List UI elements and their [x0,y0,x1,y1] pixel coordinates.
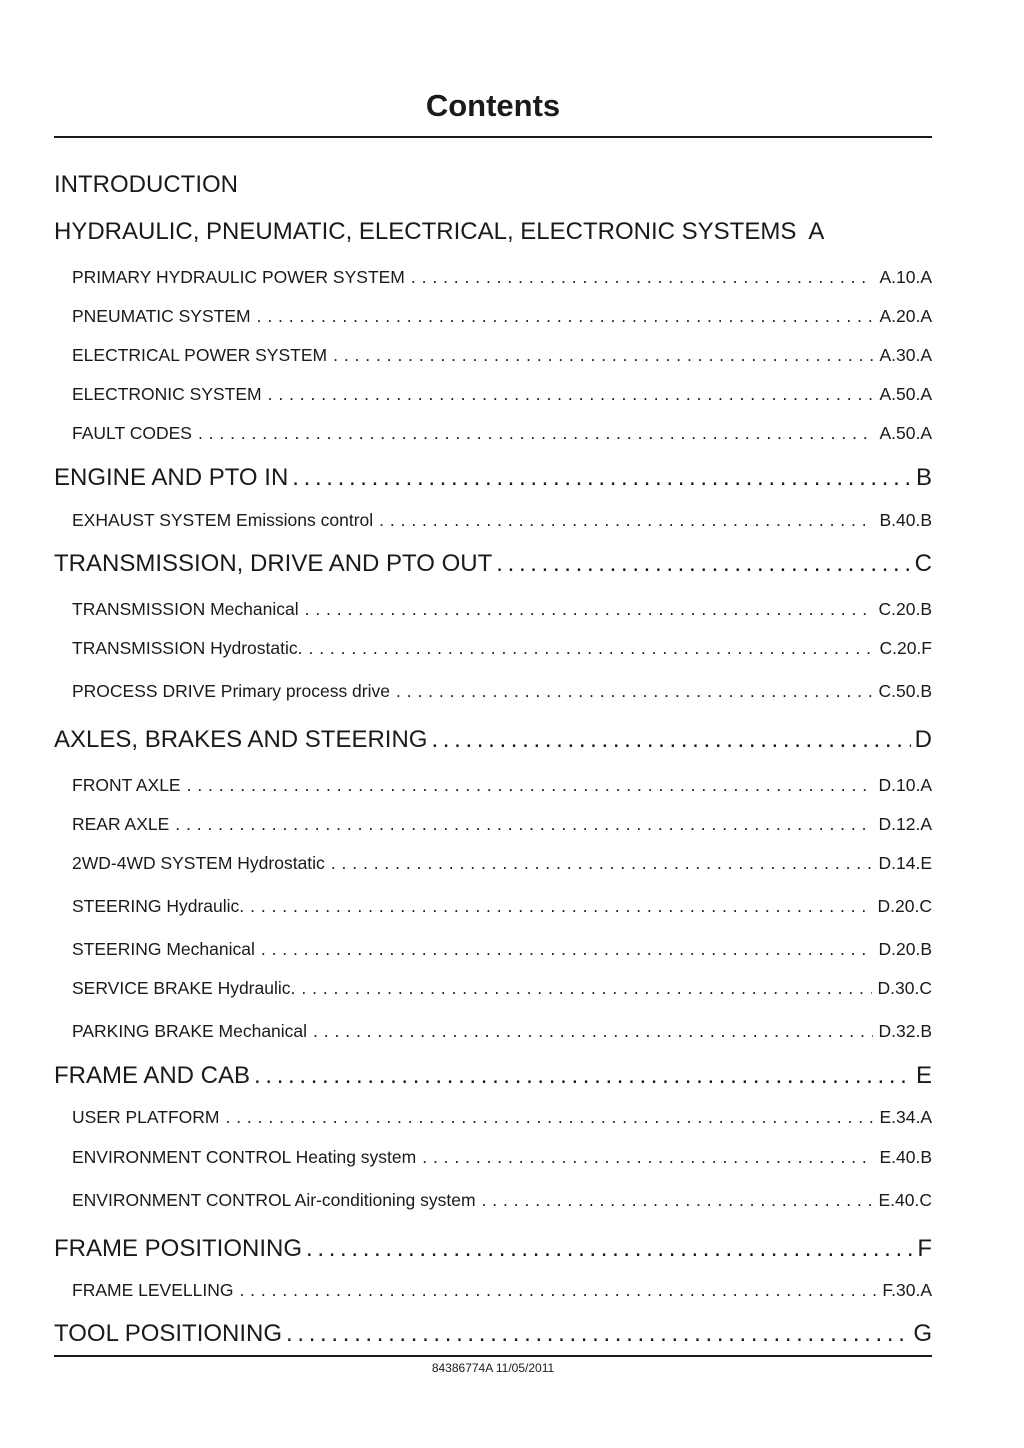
toc-entry-code: C.50.B [878,681,932,701]
toc-section-a[interactable] [54,217,932,247]
toc-entry[interactable] [72,1145,932,1169]
toc-entry[interactable] [72,679,932,703]
toc-entry-code: D.32.B [878,1021,932,1041]
toc-entry-label: PARKING BRAKE Mechanical [72,1021,308,1041]
toc-entry[interactable] [72,851,932,875]
dot-leader [286,1319,909,1349]
toc-entry[interactable] [72,1105,932,1129]
toc-section-label: TRANSMISSION, DRIVE AND PTO OUT [54,550,493,577]
toc-entry-label: FRAME LEVELLING [72,1280,234,1300]
toc-entry[interactable] [72,1278,932,1302]
dot-leader [331,851,873,875]
toc-entry-label: STEERING Mechanical [72,939,255,959]
toc-entry-label: PNEUMATIC SYSTEM [72,306,251,326]
toc-entry-code: A.30.A [879,345,932,365]
toc-entry[interactable] [72,382,932,406]
toc-entry[interactable] [72,773,932,797]
toc-entry-label: ELECTRONIC SYSTEM [72,384,262,404]
page-footer: 84386774A 11/05/2011 [431,1361,555,1375]
dot-leader [313,1019,872,1043]
dot-leader [268,382,874,406]
dot-leader [431,725,910,755]
toc-entry-label: USER PLATFORM [72,1107,220,1127]
dot-leader [261,937,873,961]
toc-section-label: INTRODUCTION [54,171,238,198]
toc-entry-code: E.40.B [879,1147,932,1167]
dot-leader [396,679,873,703]
dot-leader [301,976,871,1000]
dot-leader [379,508,873,532]
toc-entry[interactable] [72,976,932,1000]
toc-entry-label: PRIMARY HYDRAULIC POWER SYSTEM [72,267,405,287]
dot-leader [482,1188,873,1212]
dot-leader [198,421,874,445]
toc-section-introduction[interactable] [54,170,932,200]
toc-section-label: HYDRAULIC, PNEUMATIC, ELECTRICAL, ELECTRONIC SYSTEMS [54,218,797,245]
toc-entry-code: A.50.A [879,384,932,404]
toc-section-c[interactable] [54,549,932,579]
toc-entry[interactable] [72,1019,932,1043]
toc-entry-label: PROCESS DRIVE Primary process drive [72,681,390,701]
toc-entry-code: D.14.E [878,853,932,873]
toc-entry-label: TRANSMISSION Hydrostatic. [72,638,303,658]
dot-leader [306,1234,913,1264]
toc-section-code: E [915,1062,932,1089]
footer-divider [54,1355,932,1357]
dot-leader [308,636,873,660]
dot-leader [496,549,910,579]
toc-entry-code: D.12.A [878,814,932,834]
title-divider [54,136,932,138]
toc-entry-label: EXHAUST SYSTEM Emissions control [72,510,374,530]
toc-entry-label: FAULT CODES [72,423,192,443]
dot-leader [175,812,872,836]
dot-leader [187,773,873,797]
toc-entry[interactable] [72,343,932,367]
dot-leader [305,597,873,621]
toc-section-g[interactable] [54,1319,932,1349]
toc-entry-code: D.20.C [877,896,932,916]
dot-leader [225,1105,873,1129]
toc-section-code: A [808,218,825,245]
toc-entry[interactable] [72,1188,932,1212]
toc-entry[interactable] [72,304,932,328]
toc-section-code: B [915,464,932,491]
page-title: Contents [425,88,561,123]
toc-entry[interactable] [72,265,932,289]
toc-entry[interactable] [72,636,932,660]
toc-entry[interactable] [72,937,932,961]
toc-entry-label: STEERING Hydraulic. [72,896,245,916]
toc-section-b[interactable] [54,463,932,493]
dot-leader [254,1061,912,1091]
toc-entry-code: A.50.A [879,423,932,443]
toc-entry-code: D.30.C [877,978,932,998]
toc-entry-label: REAR AXLE [72,814,170,834]
toc-entry-label: 2WD-4WD SYSTEM Hydrostatic [72,853,325,873]
toc-entry-label: SERVICE BRAKE Hydraulic. [72,978,296,998]
toc-entry[interactable] [72,812,932,836]
dot-leader [333,343,873,367]
toc-section-label: AXLES, BRAKES AND STEERING [54,726,428,753]
toc-entry-code: D.20.B [878,939,932,959]
toc-entry-code: D.10.A [878,775,932,795]
toc-entry[interactable] [72,508,932,532]
dot-leader [422,1145,873,1169]
toc-entry-code: E.34.A [879,1107,932,1127]
toc-entry-code: C.20.F [879,638,932,658]
toc-entry-code: C.20.B [878,599,932,619]
toc-entry-code: E.40.C [878,1190,932,1210]
dot-leader [257,304,874,328]
toc-entry-code: A.10.A [879,267,932,287]
toc-section-label: TOOL POSITIONING [54,1320,283,1347]
toc-section-code: C [914,550,932,577]
toc-entry-label: ENVIRONMENT CONTROL Air-conditioning system [72,1190,476,1210]
toc-section-label: FRAME POSITIONING [54,1235,303,1262]
toc-entry-label: ENVIRONMENT CONTROL Heating system [72,1147,417,1167]
toc-entry[interactable] [72,421,932,445]
toc-section-code: G [913,1320,932,1347]
dot-leader [292,463,912,493]
toc-entry-code: B.40.B [879,510,932,530]
dot-leader [411,265,874,289]
toc-entry[interactable] [72,894,932,918]
toc-entry-label: ELECTRICAL POWER SYSTEM [72,345,328,365]
toc-section-code: D [914,726,932,753]
toc-entry-code: F.30.A [882,1280,932,1300]
toc-entry-label: FRONT AXLE [72,775,181,795]
dot-leader [239,1278,876,1302]
toc-section-code: F [917,1235,932,1262]
toc-entry[interactable] [72,597,932,621]
toc-entry-code: A.20.A [879,306,932,326]
toc-section-label: ENGINE AND PTO IN [54,464,289,491]
toc-entry-label: TRANSMISSION Mechanical [72,599,299,619]
toc-section-d[interactable] [54,725,932,755]
toc-section-e[interactable] [54,1061,932,1091]
toc-section-f[interactable] [54,1234,932,1264]
toc-section-label: FRAME AND CAB [54,1062,251,1089]
dot-leader [250,894,871,918]
